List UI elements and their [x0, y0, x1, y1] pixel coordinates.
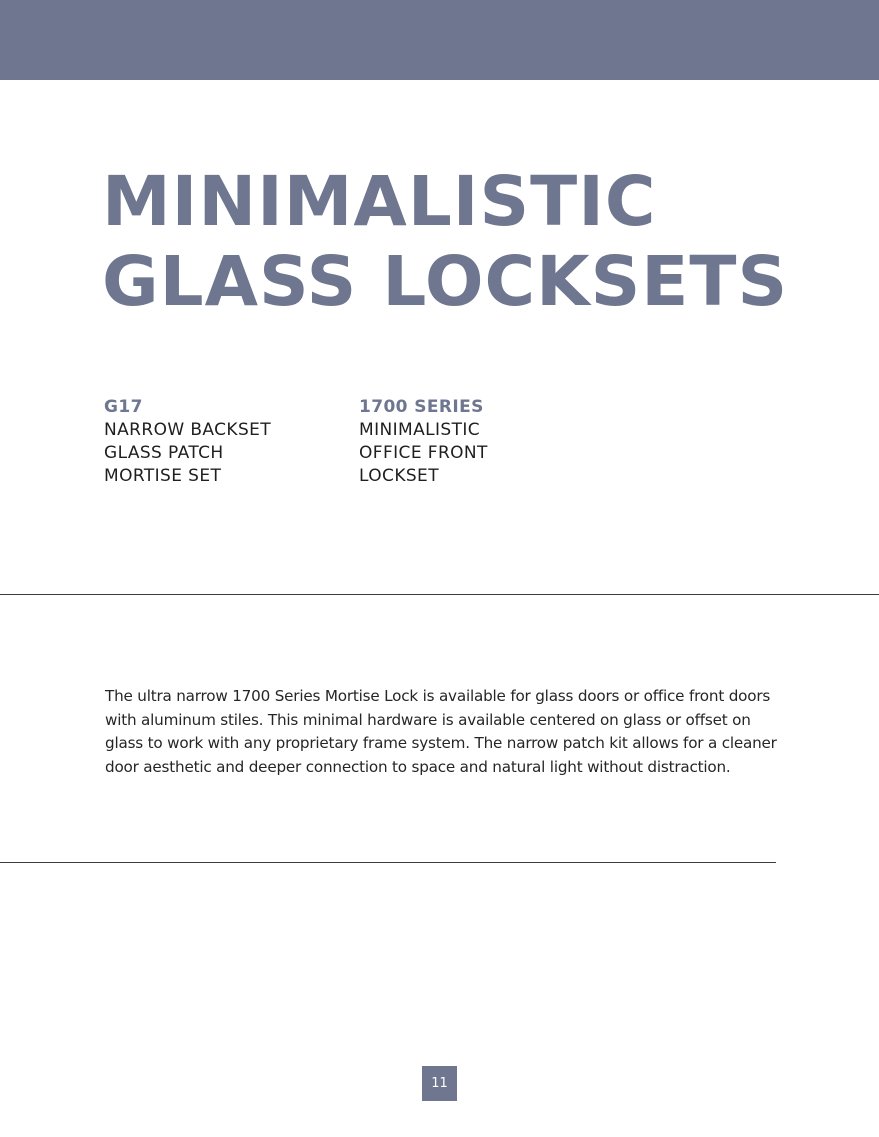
description-paragraph: The ultra narrow 1700 Series Mortise Lock is available for glass doors or office front doors with aluminum stiles. This minimal hardware is available centered on glass or offset on glass to work with any proprietary frame system. The narrow patch kit allows for a cleaner door aesthetic and deeper connection to space and natural light without distraction.	[105, 687, 777, 776]
spec-model-heading: G17	[104, 397, 143, 417]
divider-top	[0, 594, 879, 595]
spec-model-line-1: NARROW BACKSET	[104, 420, 272, 440]
page-number-badge: 11	[422, 1066, 457, 1101]
spec-column-series	[359, 396, 488, 488]
spec-model-line-3: MORTISE SET	[104, 466, 222, 486]
page-title-line-1: MINIMALISTIC	[102, 162, 657, 242]
spec-series-line-1: MINIMALISTIC	[359, 420, 481, 440]
spec-series-heading: 1700 SERIES	[359, 397, 484, 417]
spec-series-line-3: LOCKSET	[359, 466, 439, 486]
spec-series-line-2: OFFICE FRONT	[359, 443, 488, 463]
spec-column-model	[104, 396, 271, 488]
page-title	[102, 162, 788, 322]
divider-bottom	[0, 862, 776, 863]
header-band	[0, 0, 879, 80]
page-title-line-2: GLASS LOCKSETS	[102, 242, 789, 322]
spec-model-line-2: GLASS PATCH	[104, 443, 224, 463]
